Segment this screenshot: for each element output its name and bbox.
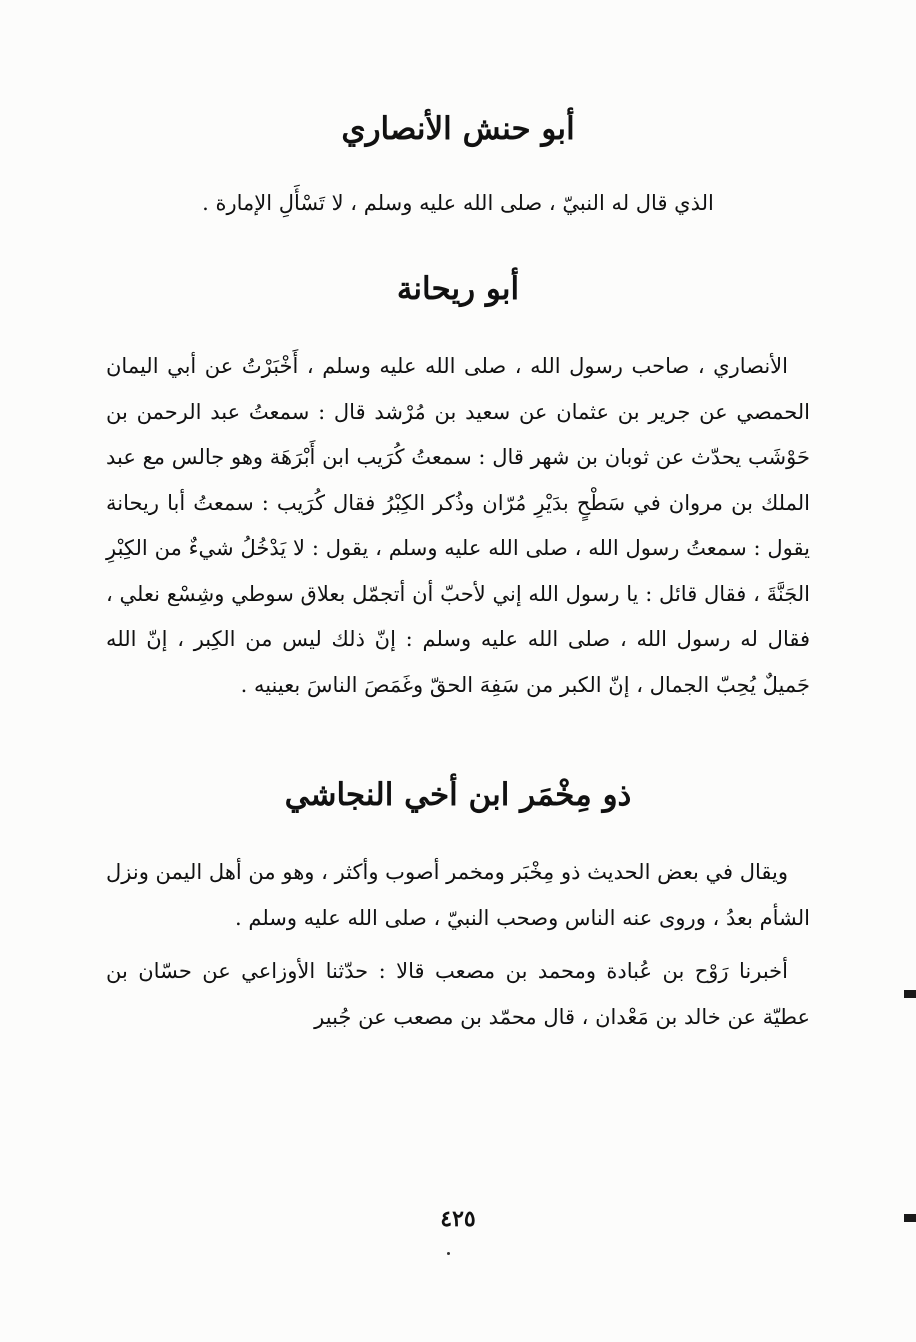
scan-edge-mark	[904, 990, 916, 998]
heading-dhu-mikhmar: ذو مِخْمَر ابن أخي النجاشي	[284, 777, 632, 813]
heading-abu-rayhana: أبو ريحانة	[396, 271, 520, 307]
heading-abu-hanash: أبو حنش الأنصاري	[341, 111, 575, 147]
scan-edge-mark	[904, 1214, 916, 1222]
paragraph-dhu-mikhmar-1: ويقال في بعض الحديث ذو مِخْبَر ومخمر أصوب وأكثر ، وهو من أهل اليمن ونزل الشأم بعدُ ، وروى عنه الناس وصحب النبيّ ، صلى الله عليه وسلم .	[106, 860, 810, 930]
page-number: ٤٢٥	[440, 1206, 476, 1232]
paragraph-abu-rayhana: الأنصاري ، صاحب رسول الله ، صلى الله عليه وسلم ، أَخْبَرْتُ عن أبي اليمان الحمصي عن جرير بن عثمان عن سعيد بن مُرْشد قال : سمعتُ عبد الرحمن بن حَوْشَب يحدّث عن ثوبان بن شهر قال : سمعتُ كُرَيب ابن أَبْرَهَة وهو جالس مع عبد الملك بن مروان في سَطْحٍ بدَيْرِ مُرّان وذُكر الكِبْرُ فقال كُرَيب : سمعتُ أبا ريحانة يقول : سمعتُ رسول الله ، صلى الله عليه وسلم ، يقول : لا يَدْخُلُ شيءٌ من الكِبْرِ الجَنَّةَ ، فقال قائل : يا رسول الله إني لأحبّ أن أتجمّل بعلاق سوطي وشِسْع نعلي ، فقال له رسول الله ، صلى الله عليه وسلم : إنّ ذلك ليس من الكِبر ، إنّ الله جَميلٌ يُحِبّ الجمال ، إنّ الكبر من سَفِهَ الحقّ وغَمَصَ الناسَ بعينيه .	[106, 354, 810, 697]
note-abu-hanash: الذي قال له النبيّ ، صلى الله عليه وسلم ، لا تَسْأَلِ الإمارة .	[202, 191, 714, 215]
page-content	[106, 100, 810, 1040]
paragraph-dhu-mikhmar-2: أخبرنا رَوْح بن عُبادة ومحمد بن مصعب قالا : حدّثنا الأوزاعي عن حسّان بن عطيّة عن خالد بن مَعْدان ، قال محمّد بن مصعب عن جُبير	[106, 959, 810, 1029]
scan-speck	[447, 1252, 450, 1255]
